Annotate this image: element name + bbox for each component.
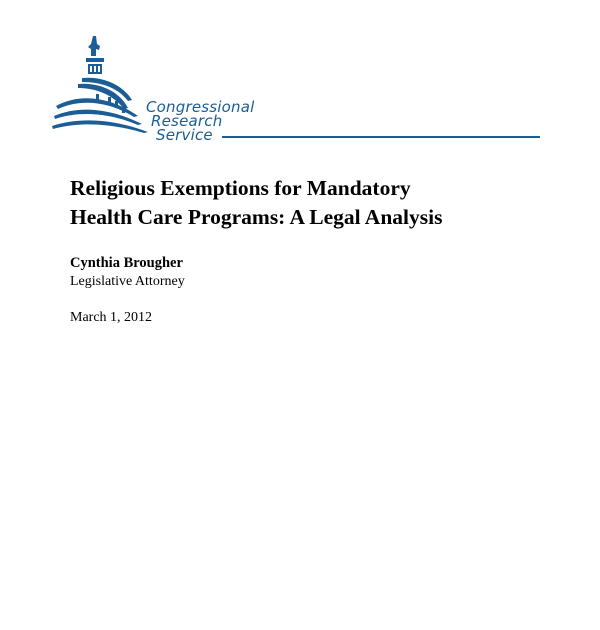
author-title: Legislative Attorney xyxy=(70,274,185,289)
logo-rule xyxy=(222,136,540,138)
report-date: March 1, 2012 xyxy=(70,310,153,325)
report-title xyxy=(70,174,442,232)
logo-line-congressional: Congressional xyxy=(146,98,255,116)
crs-logo xyxy=(52,34,542,146)
logo-line-research: Research xyxy=(151,112,223,130)
logo-line-service: Service xyxy=(156,126,213,144)
author-name: Cynthia Brougher xyxy=(70,255,183,271)
report-title-line-1: Religious Exemptions for Mandatory xyxy=(70,176,411,200)
capitol-dome-icon xyxy=(52,34,152,144)
report-title-line-2: Health Care Programs: A Legal Analysis xyxy=(70,205,443,229)
